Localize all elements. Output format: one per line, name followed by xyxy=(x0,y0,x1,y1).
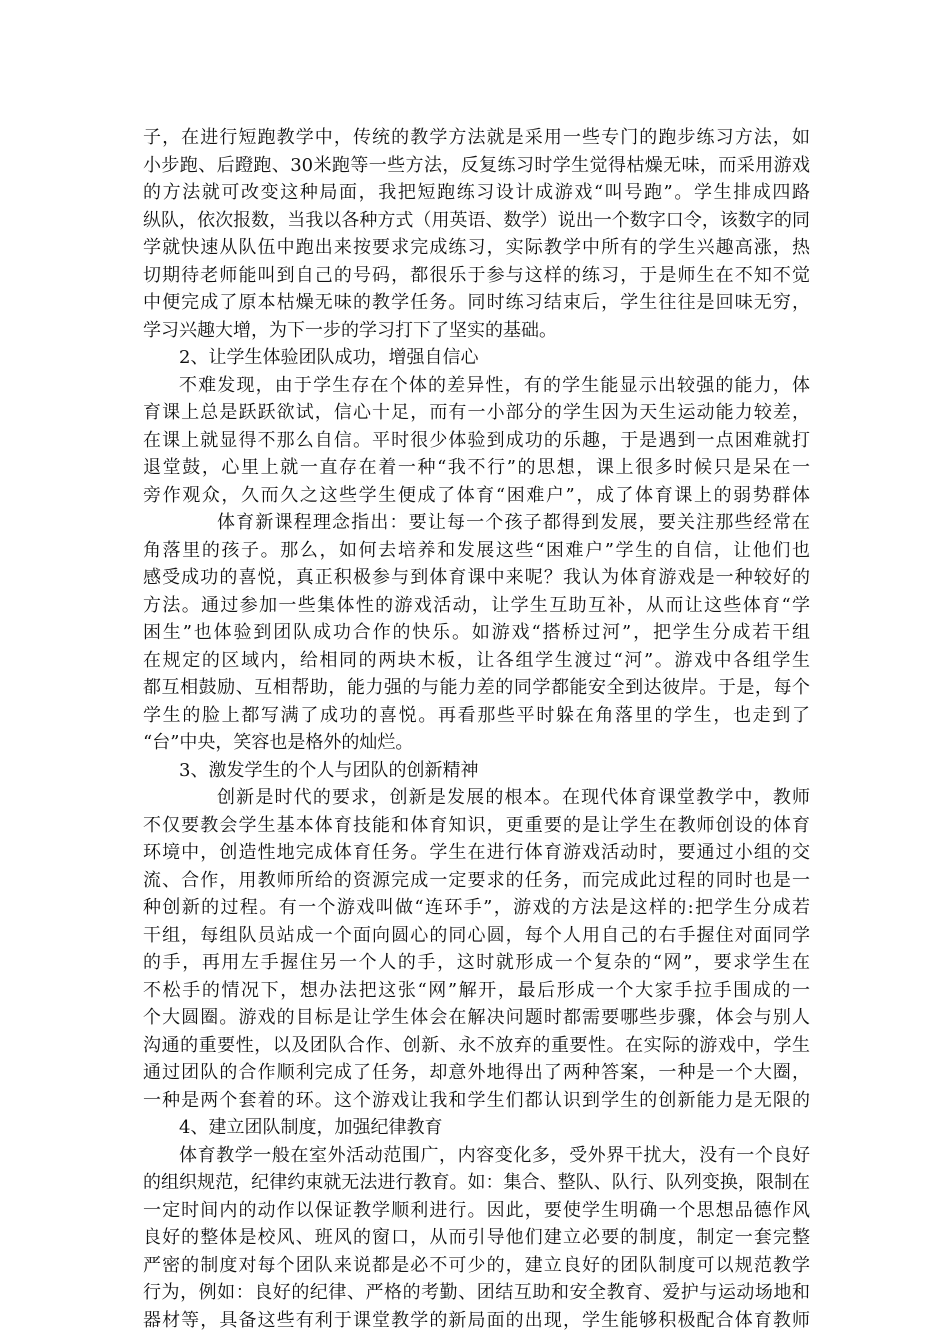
text-line: 退堂鼓，心里上就一直存在着一种“我不行”的思想，课上很多时候只是呆在一 xyxy=(143,457,810,478)
text-line: “台”中央，笑容也是格外的灿烂。 xyxy=(143,732,414,753)
text-line: 一定时间内的动作以保证教学顺利进行。因此，要使学生明确一个思想品德作风 xyxy=(143,1199,810,1221)
text-line: 良好的整体是校风、班风的窗口，从而引导他们建立必要的制度，制定一套完整 xyxy=(143,1227,810,1248)
text-line: 困生”也体验到团队成功合作的快乐。如游戏“搭桥过河”，把学生分成若干组 xyxy=(143,622,810,643)
text-line: 切期待老师能叫到自己的号码，都很乐于参与这样的练习，于是师生在不知不觉 xyxy=(143,264,810,286)
text-line: 纵队，依次报数，当我以各种方式（用英语、数学）说出一个数字口令，该数字的同 xyxy=(143,209,810,231)
text-line: 严密的制度对每个团队来说都是必不可少的，建立良好的团队制度可以规范教学 xyxy=(143,1254,810,1276)
text-line: 方法。通过参加一些集体性的游戏活动，让学生互助互补，从而让这些体育“学 xyxy=(143,594,810,616)
text-line: 感受成功的喜悦，真正积极参与到体育课中来呢？我认为体育游戏是一种较好的 xyxy=(143,567,810,588)
text-line: 学就快速从队伍中跑出来按要求完成练习，实际教学中所有的学生兴趣高涨，热 xyxy=(143,237,810,258)
text-line: 学习兴趣大增，为下一步的学习打下了坚实的基础。 xyxy=(143,319,557,341)
text-line: 角落里的孩子。那么，如何去培养和发展这些“困难户”学生的自信，让他们也 xyxy=(143,539,810,561)
text-line: 个大圆圈。游戏的目标是让学生体会在解决问题时都需要哪些步骤，体会与别人 xyxy=(143,1007,810,1028)
text-line: 育课上总是跃跃欲试，信心十足，而有一小部分的学生因为天生运动能力较差， xyxy=(143,402,810,423)
section-heading: 2、让学生体验团队成功，增强自信心 xyxy=(179,347,479,368)
document-page xyxy=(143,124,810,1334)
text-line: 在规定的区域内，给相同的两块木板，让各组学生渡过“河”。游戏中各组学生 xyxy=(143,649,810,671)
text-line: 子，在进行短跑教学中，传统的教学方法就是采用一些专门的跑步练习方法，如 xyxy=(143,127,810,148)
text-line: 旁作观众，久而久之这些学生便成了体育“困难户”，成了体育课上的弱势群体 xyxy=(143,484,810,506)
text-line: 中便完成了原本枯燥无味的教学任务。同时练习结束后，学生往往是回味无穷， xyxy=(143,292,810,313)
text-line: 不仅要教会学生基本体育技能和体育知识，更重要的是让学生在教师创设的体育 xyxy=(143,814,810,836)
text-line: 不松手的情况下，想办法把这张“网”解开，最后形成一个大家手拉手围成的一 xyxy=(143,979,810,1001)
text-line: 体育教学一般在室外活动范围广，内容变化多，受外界干扰大，没有一个良好 xyxy=(179,1144,810,1166)
text-line: 创新是时代的要求，创新是发展的根本。在现代体育课堂教学中，教师 xyxy=(217,787,810,808)
section-heading: 3、激发学生的个人与团队的创新精神 xyxy=(179,759,479,781)
text-line: 器材等，具备这些有利于课堂教学的新局面的出现，学生能够积极配合体育教师 xyxy=(143,1309,810,1331)
text-line: 流、合作，用教师所给的资源完成一定要求的任务，而完成此过程的同时也是一 xyxy=(143,869,810,891)
text-line: 种创新的过程。有一个游戏叫做“连环手”，游戏的方法是这样的:把学生分成若 xyxy=(143,897,810,918)
text-line: 不难发现，由于学生存在个体的差异性，有的学生能显示出较强的能力，体 xyxy=(179,374,810,396)
text-line: 行为，例如：良好的纪律、严格的考勤、团结互助和安全教育、爱护与运动场地和 xyxy=(143,1282,810,1303)
text-line: 环境中，创造性地完成体育任务。学生在进行体育游戏活动时，要通过小组的交 xyxy=(143,842,810,863)
text-line: 的手，再用左手握住另一个人的手，这时就形成一个复杂的“网”，要求学生在 xyxy=(143,952,810,973)
text-line: 都互相鼓励、互相帮助，能力强的与能力差的同学都能安全到达彼岸。于是，每个 xyxy=(143,677,810,698)
text-line: 的方法就可改变这种局面，我把短跑练习设计成游戏“叫号跑”。学生排成四路 xyxy=(143,182,810,203)
text-line: 一种是两个套着的环。这个游戏让我和学生们都认识到学生的创新能力是无限的 xyxy=(143,1089,810,1111)
text-line: 沟通的重要性，以及团队合作、创新、永不放弃的重要性。在实际的游戏中，学生 xyxy=(143,1034,810,1056)
text-line: 学生的脸上都写满了成功的喜悦。再看那些平时躲在角落里的学生，也走到了 xyxy=(143,704,810,726)
text-line: 干组，每组队员站成一个面向圆心的同心圆，每个人用自己的右手握住对面同学 xyxy=(143,924,810,946)
text-line: 的组织规范，纪律约束就无法进行教育。如：集合、整队、队行、队列变换，限制在 xyxy=(143,1172,810,1193)
text-line: 在课上就显得不那么自信。平时很少体验到成功的乐趣，于是遇到一点困难就打 xyxy=(143,429,810,451)
text-line: 小步跑、后蹬跑、30米跑等一些方法，反复练习时学生觉得枯燥无味，而采用游戏 xyxy=(143,154,810,176)
text-line: 体育新课程理念指出：要让每一个孩子都得到发展，要关注那些经常在 xyxy=(217,512,810,533)
section-heading: 4、建立团队制度，加强纪律教育 xyxy=(179,1117,443,1138)
text-line: 通过团队的合作顺利完成了任务，却意外地得出了两种答案，一种是一个大圈， xyxy=(143,1062,810,1083)
